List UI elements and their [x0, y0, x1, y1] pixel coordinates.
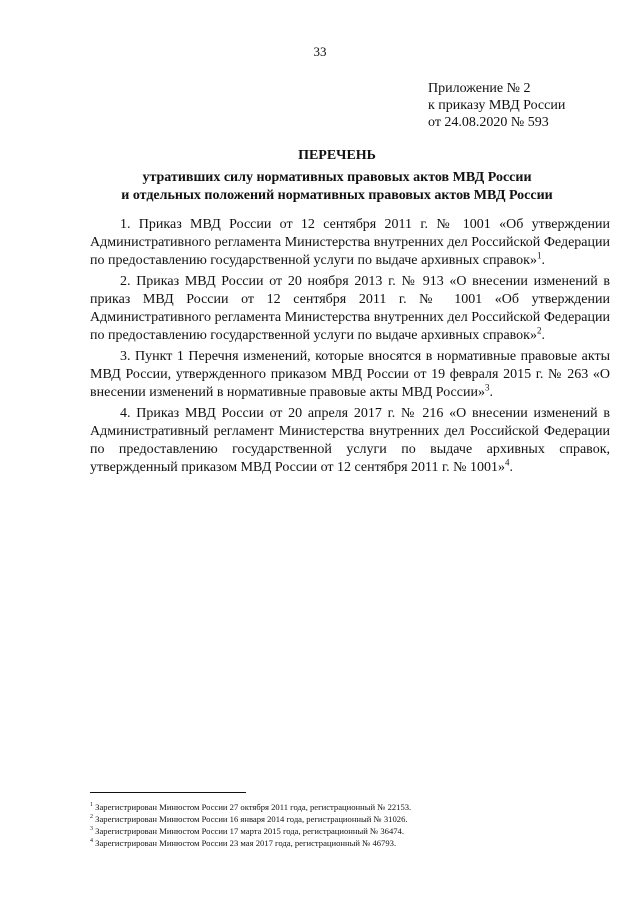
document-subtitle: утративших силу нормативных правовых актов МВД России: [142, 170, 532, 185]
footnote-text: Зарегистрирован Минюстом России 16 января 2014 года, регистрационный № 31026.: [95, 814, 408, 824]
document-heading: [60, 147, 614, 205]
footnote-marker: 4: [90, 838, 93, 845]
footnote-marker: 2: [90, 814, 93, 821]
appendix-line: от 24.08.2020 № 593: [428, 115, 549, 130]
list-item: 4. Приказ МВД России от 20 апреля 2017 г. № 216 «О внесении изменений в Административный регламент Министерства внутренних дел Российской Федерации по предоставлению государственной услуги по выдаче архивных справок, утвержденный приказом МВД России от 12 сентября 2011 г. № 1001»$^4$.: [90, 406, 610, 475]
list-item: 2. Приказ МВД России от 20 ноября 2013 г. № 913 «О внесении изменений в приказ МВД России от 12 сентября 2011 г. № 1001 «Об утверждении Административного регламента Министерства внутренних дел Российской Федерации по предоставлению государственной услуги по выдаче архивных справок»$^2$.: [90, 274, 610, 343]
list-item-text: 2. Приказ МВД России от 20 ноября 2013 г. № 913 «О внесении изменений в приказ МВД России от 12 сентября 2011 г. № 1001 «Об утверждении Административного регламента Министерства внутренних дел Российской Федерации по предоставлению государственной услуги по выдаче архивных справок»: [90, 274, 610, 343]
footnote: [90, 825, 610, 837]
footnote: [90, 801, 610, 813]
list-item-text: 4. Приказ МВД России от 20 апреля 2017 г. № 216 «О внесении изменений в Административный регламент Министерства внутренних дел Российской Федерации по предоставлению государственной услуги по выдаче архивных справок, утвержденный приказом МВД России от 12 сентября 2011 г. № 1001»: [90, 406, 610, 475]
list-item: 1. Приказ МВД России от 12 сентября 2011 г. № 1001 «Об утверждении Административного регламента Министерства внутренних дел Российской Федерации по предоставлению государственной услуги по выдаче архивных справок»$^1$.: [90, 217, 610, 268]
footnote-text: Зарегистрирован Минюстом России 17 марта 2015 года, регистрационный № 36474.: [95, 826, 405, 836]
document-body: [90, 216, 610, 480]
footnote-ref: 4: [505, 457, 510, 468]
footnotes: [90, 801, 610, 849]
page-number: 33: [313, 44, 327, 59]
footnote-text: Зарегистрирован Минюстом России 27 октября 2011 года, регистрационный № 22153.: [95, 802, 412, 812]
list-item-text: 1. Приказ МВД России от 12 сентября 2011 г. № 1001 «Об утверждении Административного регламента Министерства внутренних дел Российской Федерации по предоставлению государственной услуги по выдаче архивных справок»: [90, 217, 610, 268]
document-title: ПЕРЕЧЕНЬ: [298, 148, 376, 163]
footnote-ref: 2: [536, 325, 542, 336]
footnote-divider: [90, 792, 246, 793]
list-item: 3. Пункт 1 Перечня изменений, которые вносятся в нормативные правовые акты МВД России, утвержденного приказом МВД России от 19 февраля 2015 г. № 263 «О внесении изменений в нормативные правовые акты МВД России»$^3$.: [90, 349, 610, 400]
footnote-ref: 3: [484, 382, 490, 393]
footnote: [90, 837, 610, 849]
appendix-line: к приказу МВД России: [428, 98, 566, 113]
list-item-text: 3. Пункт 1 Перечня изменений, которые вносятся в нормативные правовые акты МВД России, утвержденного приказом МВД России от 19 февраля 2015 г. № 263 «О внесении изменений в нормативные правовые акты МВД России»: [90, 349, 610, 400]
appendix-block: [428, 80, 565, 131]
footnote: [90, 813, 610, 825]
footnote-text: Зарегистрирован Минюстом России 23 мая 2017 года, регистрационный № 46793.: [95, 838, 397, 848]
footnote-ref: 1: [536, 250, 542, 261]
document-subtitle: и отдельных положений нормативных правовых актов МВД России: [121, 188, 553, 203]
appendix-line: Приложение № 2: [428, 81, 531, 96]
footnote-marker: 3: [90, 826, 93, 833]
footnote-marker: 1: [90, 802, 93, 809]
